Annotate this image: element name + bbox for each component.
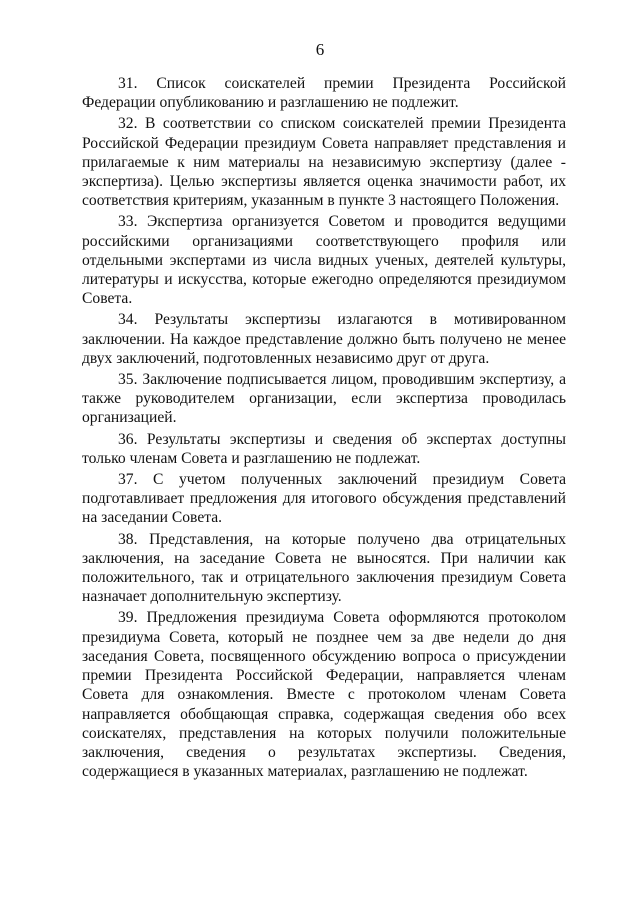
- page-number: 6: [315, 40, 325, 59]
- paragraph-31: 31. Список соискателей премии Президента Российской Федерации опубликованию и разглашению не подлежит.: [82, 75, 566, 112]
- paragraph-34: 34. Результаты экспертизы излагаются в мотивированном заключении. На каждое представление должно быть получено не менее двух заключений, подготовленных независимо друг от друга.: [82, 311, 566, 367]
- document-body: [82, 74, 566, 783]
- paragraph-36: 36. Результаты экспертизы и сведения об экспертах доступны только членам Совета и разглашению не подлежат.: [82, 430, 566, 467]
- paragraph-38: 38. Представления, на которые получено два отрицательных заключения, на заседание Совета не выносятся. При наличии как положительного, так и отрицательного заключения президиум Совета назначает дополнительную экспертизу.: [82, 530, 566, 606]
- paragraph-32: 32. В соответствии со списком соискателей премии Президента Российской Федерации президиум Совета направляет представления и прилагаемые к ним материалы на независимую экспертизу (далее - экспертиза). Целью экспертизы является оценка значимости работ, их соответствия критериям, указанным в пункте 3 настоящего Положения.: [82, 115, 566, 210]
- paragraph-37: 37. С учетом полученных заключений президиум Совета подготавливает предложения для итогового обсуждения представлений на заседании Совета.: [82, 471, 566, 527]
- paragraph-39: 39. Предложения президиума Совета оформляются протоколом президиума Совета, который не позднее чем за две недели до дня заседания Совета, посвященного обсуждению вопроса о присуждении премии Президента Российской Федерации, направляется членам Совета для ознакомления. Вместе с протоколом членам Совета направляется обобщающая справка, содержащая сведения обо всех соискателях, представления на которых получили положительные заключения, сведения о результатах экспертизы. Сведения, содержащиеся в указанных материалах, разглашению не подлежат.: [82, 609, 566, 781]
- paragraph-35: 35. Заключение подписывается лицом, проводившим экспертизу, а также руководителем организации, если экспертиза проводилась организацией.: [82, 371, 566, 427]
- paragraph-33: 33. Экспертиза организуется Советом и проводится ведущими российскими организациями соответствующего профиля или отдельными экспертами из числа видных ученых, деятелей культуры, литературы и искусства, которые ежегодно определяются президиумом Совета.: [82, 213, 566, 308]
